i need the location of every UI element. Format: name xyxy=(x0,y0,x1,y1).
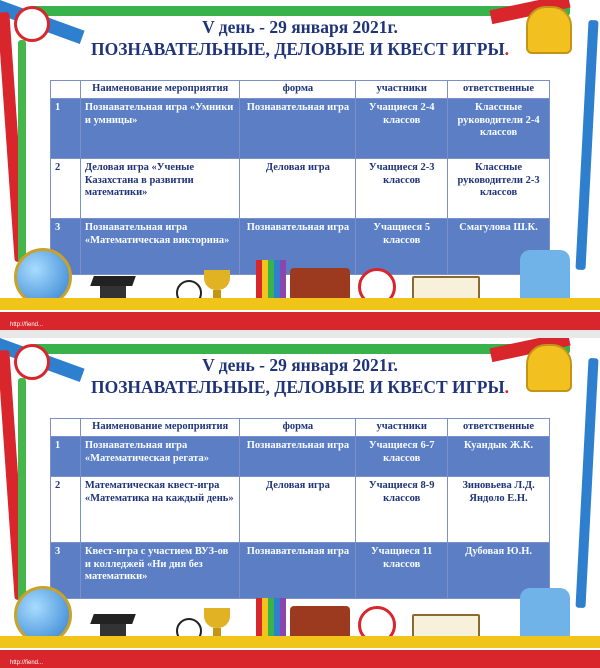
cell-participants: Учащиеся 2-3 классов xyxy=(356,159,448,219)
cell-num: 2 xyxy=(51,159,81,219)
events-table xyxy=(50,80,550,275)
cell-num: 1 xyxy=(51,437,81,477)
cell-name: Деловая игра «Ученые Казахстана в развитии математики» xyxy=(80,159,240,219)
table-row xyxy=(51,437,550,477)
table-header-row xyxy=(51,419,550,437)
decorative-stripe xyxy=(575,358,598,608)
title-topic: ПОЗНАВАТЕЛЬНЫЕ, ДЕЛОВЫЕ И КВЕСТ ИГРЫ. xyxy=(90,39,510,59)
cell-name: Познавательная игра «Математическая викторина» xyxy=(80,219,240,275)
decorative-stripe xyxy=(18,40,26,270)
cell-participants: Учащиеся 2-4 классов xyxy=(356,99,448,159)
cell-responsible: Смагулова Ш.К. xyxy=(448,219,550,275)
source-url: http://fiend... xyxy=(10,322,44,328)
table-row xyxy=(51,159,550,219)
cell-responsible: Зиновьева Л.Д. Яндоло Е.Н. xyxy=(448,477,550,543)
table-row xyxy=(51,219,550,275)
header-responsible: ответственные xyxy=(448,419,550,437)
cell-participants: Учащиеся 5 классов xyxy=(356,219,448,275)
cell-responsible: Дубовая Ю.Н. xyxy=(448,543,550,599)
decorative-stripe xyxy=(0,298,600,310)
cell-num: 3 xyxy=(51,543,81,599)
table-row xyxy=(51,543,550,599)
slide-title xyxy=(40,16,560,60)
cell-name: Познавательная игра «Умники и умницы» xyxy=(80,99,240,159)
cell-form: Деловая игра xyxy=(240,477,356,543)
header-num xyxy=(51,81,81,99)
cell-participants: Учащиеся 8-9 классов xyxy=(356,477,448,543)
cell-responsible: Классные руководители 2-4 классов xyxy=(448,99,550,159)
cell-name: Познавательная игра «Математическая регата» xyxy=(80,437,240,477)
cell-form: Познавательная игра xyxy=(240,437,356,477)
header-name: Наименование мероприятия xyxy=(80,81,240,99)
events-table xyxy=(50,418,550,599)
slide-2 xyxy=(0,338,600,668)
header-responsible: ответственные xyxy=(448,81,550,99)
cell-name: Математическая квест-игра «Математика на каждый день» xyxy=(80,477,240,543)
cell-name: Квест-игра с участием ВУЗ-ов и колледжей «Ни дня без математики» xyxy=(80,543,240,599)
title-topic: ПОЗНАВАТЕЛЬНЫЕ, ДЕЛОВЫЕ И КВЕСТ ИГРЫ. xyxy=(90,377,510,397)
slide-separator xyxy=(0,330,600,338)
title-date: V день - 29 января 2021г. xyxy=(202,17,398,37)
decorative-stripe xyxy=(0,650,600,668)
slide-1 xyxy=(0,0,600,330)
cell-form: Познавательная игра xyxy=(240,543,356,599)
header-num xyxy=(51,419,81,437)
table-row xyxy=(51,99,550,159)
header-name: Наименование мероприятия xyxy=(80,419,240,437)
decorative-stripe xyxy=(0,636,600,648)
cell-participants: Учащиеся 6-7 классов xyxy=(356,437,448,477)
cell-responsible: Классные руководители 2-3 классов xyxy=(448,159,550,219)
cell-num: 2 xyxy=(51,477,81,543)
cell-responsible: Куандык Ж.К. xyxy=(448,437,550,477)
decorative-stripe xyxy=(18,378,26,608)
title-date: V день - 29 января 2021г. xyxy=(202,355,398,375)
table-header-row xyxy=(51,81,550,99)
cell-num: 1 xyxy=(51,99,81,159)
decorative-stripe xyxy=(575,20,598,270)
header-participants: участники xyxy=(356,419,448,437)
table-row xyxy=(51,477,550,543)
slide-title xyxy=(40,354,560,398)
cell-form: Деловая игра xyxy=(240,159,356,219)
cell-num: 3 xyxy=(51,219,81,275)
header-form: форма xyxy=(240,419,356,437)
header-participants: участники xyxy=(356,81,448,99)
source-url: http://fiend... xyxy=(10,660,44,666)
cell-form: Познавательная игра xyxy=(240,219,356,275)
cell-participants: Учащиеся 11 классов xyxy=(356,543,448,599)
cell-form: Познавательная игра xyxy=(240,99,356,159)
decorative-stripe xyxy=(0,312,600,330)
header-form: форма xyxy=(240,81,356,99)
